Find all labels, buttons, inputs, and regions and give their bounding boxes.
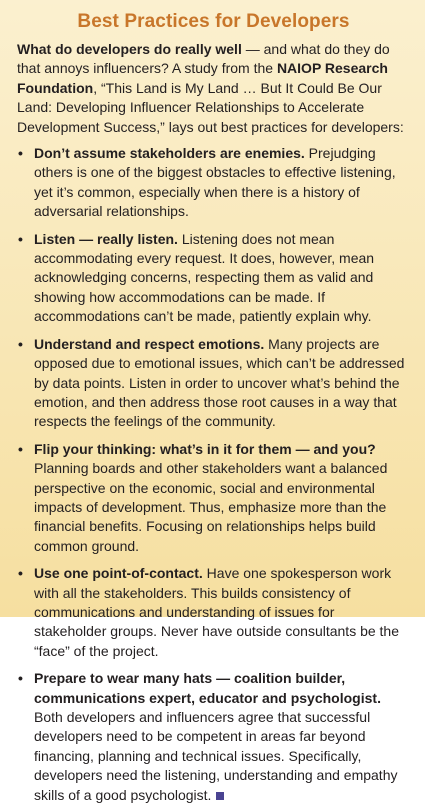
bullet-icon: • (18, 145, 23, 162)
list-item (17, 230, 410, 327)
item-heading: Don’t assume stakeholders are enemies. (34, 145, 305, 162)
item-body: Many projects are opposed due to emotional issues, which can’t be addressed by data points. Listen in order to uncover what’s behind the emotion, and then address those root causes in a way that respects the feelings of the community. (34, 335, 405, 430)
item-body: Have one spokesperson work with all the stakeholders. This builds consistency of communications and understanding of issues for stakeholder groups. Never have outside consultants be the “face” of the project. (34, 565, 400, 659)
intro-organization: NAIOP Research Foundation (17, 60, 388, 96)
list-item (17, 564, 410, 661)
best-practices-list (17, 144, 410, 805)
item-body: Planning boards and other stakeholders want a balanced perspective on the economic, social and environmental impacts of development. Thus, emphasize more than the financial benefits. Focusing on relationships helps build common ground. (34, 460, 388, 554)
intro-lead: What do developers do really well (17, 41, 242, 57)
item-body: Prejudging others is one of the biggest obstacles to effective listening, yet it’s common, especially when there is a history of adversarial relationships. (34, 145, 396, 220)
intro-text-2: , “This Land is My Land … But It Could Be Our Land: Developing Influencer Relationships to Accelerate Development Success,” lays out best practices for developers: (17, 79, 404, 135)
item-heading: Listen — really listen. (34, 230, 178, 247)
bullet-icon: • (18, 670, 23, 687)
list-item (17, 440, 410, 556)
list-item (17, 335, 410, 432)
list-item (17, 144, 410, 222)
item-heading: Prepare to wear many hats — coalition builder, communications expert, educator and psychologist. (34, 670, 381, 706)
bullet-icon: • (18, 335, 23, 352)
item-heading: Understand and respect emotions. (34, 335, 265, 352)
item-heading: Flip your thinking: what’s in it for them — and you? (34, 440, 376, 457)
list-item (17, 669, 410, 805)
bullet-icon: • (18, 440, 23, 457)
end-mark-square-icon (216, 792, 224, 800)
intro-paragraph (17, 40, 410, 137)
bullet-icon: • (18, 565, 23, 582)
item-body: Listening does not mean accommodating every request. It does, however, mean acknowledging concerns, respecting them as valid and showing how accommodations can be made. If accommodations can’t be made, patiently explain why. (34, 230, 375, 325)
sidebar-title: Best Practices for Developers (77, 11, 350, 32)
intro-text-1: — and what do they do that annoys influencers? A study from the (17, 41, 390, 77)
item-body: Both developers and influencers agree that successful developers need to be competent in areas far beyond financing, planning and technical issues. Specifically, developers need the listening, understanding and empathy skills of a good psychologist. (34, 709, 398, 803)
bullet-icon: • (18, 230, 23, 247)
item-heading: Use one point-of-contact. (34, 565, 203, 582)
